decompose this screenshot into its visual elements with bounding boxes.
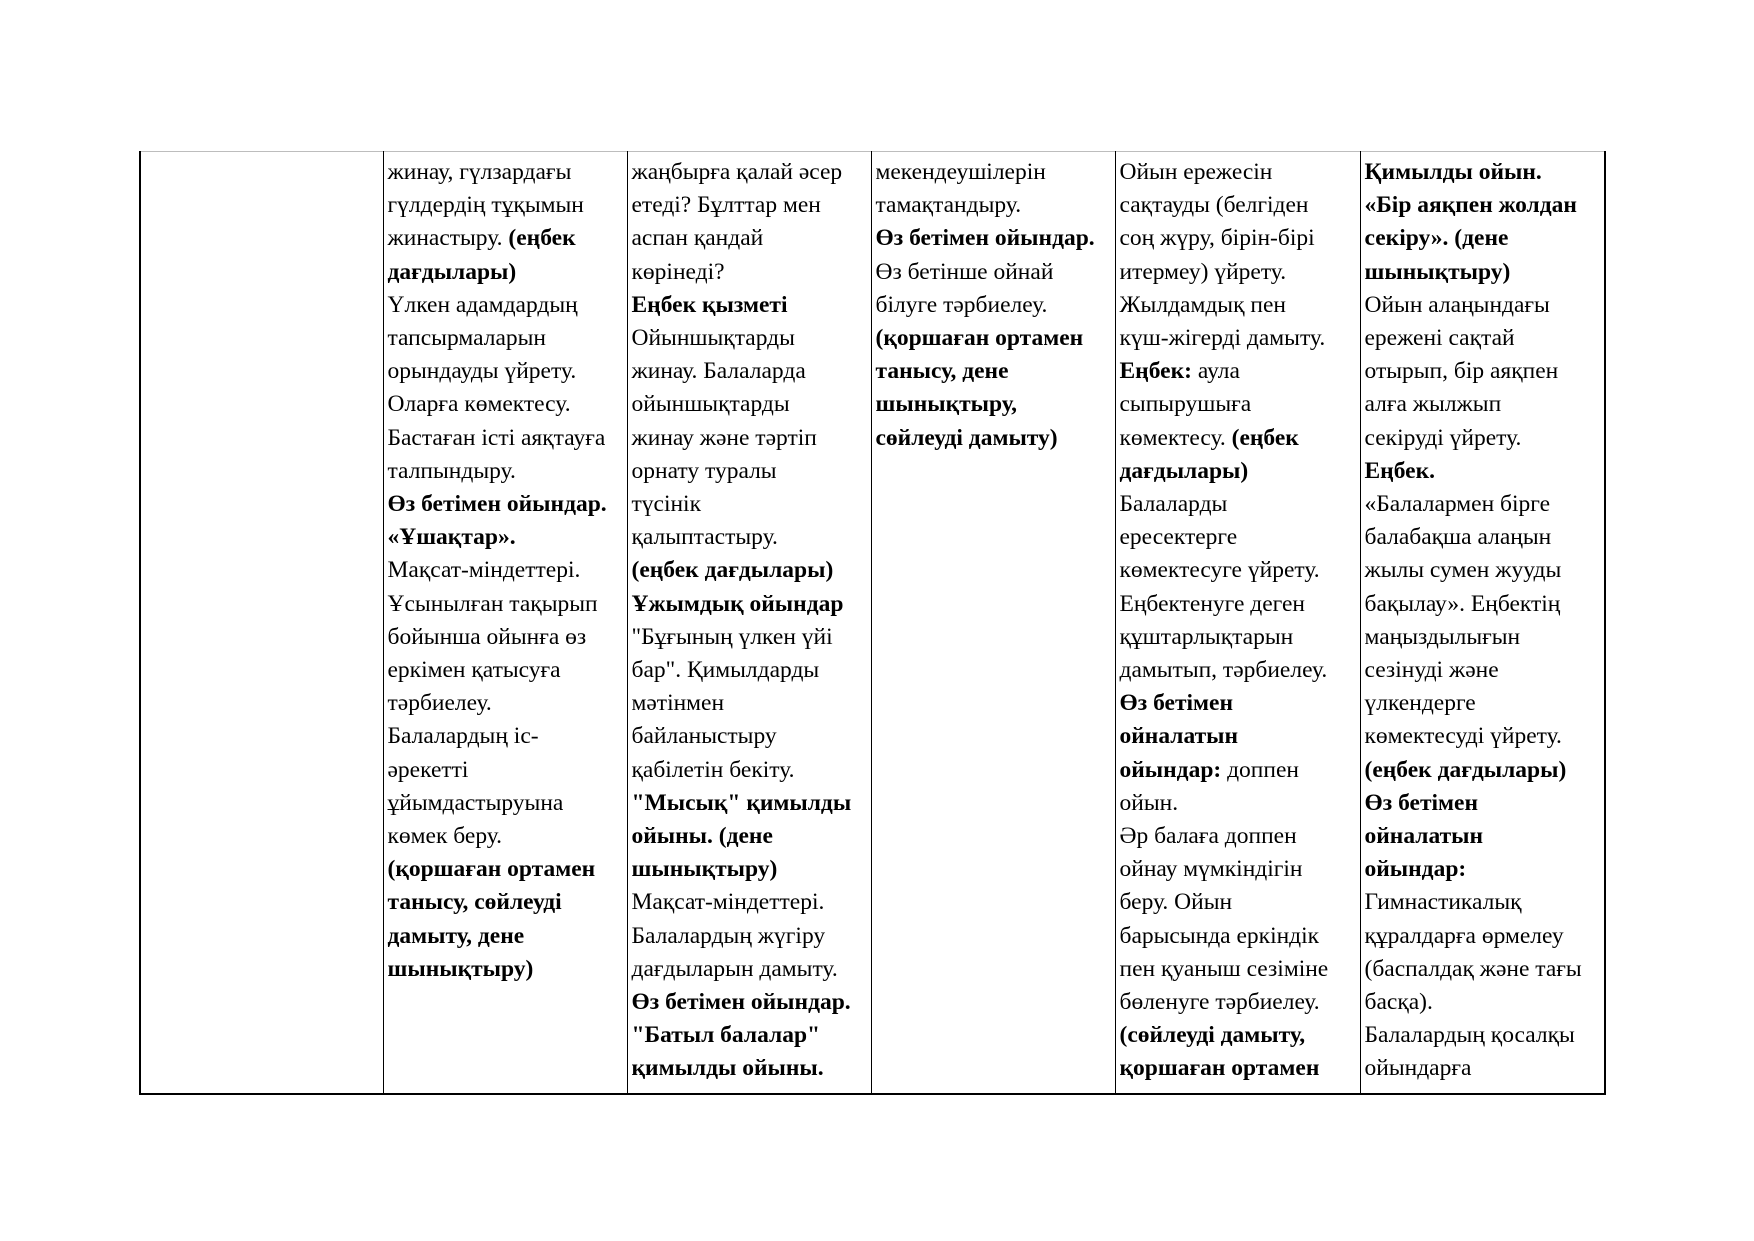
text-line — [1120, 953, 1357, 986]
text-run: еркімен қатысуға — [387, 657, 561, 684]
text-run: білуге тәрбиелеу. — [875, 291, 1048, 318]
text-line — [1365, 1052, 1602, 1085]
text-line — [632, 322, 868, 355]
text-line — [1365, 654, 1602, 687]
text-line — [1365, 256, 1602, 289]
bold-text-run: «Ұшақтар». — [387, 524, 516, 551]
text-run: алға жылжып — [1364, 391, 1502, 418]
bold-text-run: Өз бетімен ойындар. — [631, 989, 851, 1016]
text-line — [632, 355, 868, 388]
bold-text-run: дағдылары) — [387, 258, 517, 285]
text-line — [1365, 687, 1602, 720]
text-line — [388, 355, 624, 388]
table-cell — [1115, 152, 1360, 1095]
text-run: күш-жігерді дамыту. — [1119, 325, 1326, 352]
text-line — [632, 156, 868, 189]
text-run: сыпырушыға — [1119, 391, 1252, 418]
bold-text-run: танысу, дене — [875, 358, 1009, 385]
text-line — [1120, 521, 1357, 554]
text-line — [1120, 1019, 1357, 1052]
text-run: Балалардың жүгіру — [631, 922, 826, 949]
text-run: жинау және тәртіп — [631, 424, 817, 451]
text-line — [632, 920, 868, 953]
text-line — [876, 422, 1112, 455]
text-line — [1365, 886, 1602, 919]
table-cell — [627, 152, 871, 1095]
text-line — [632, 488, 868, 521]
text-run: итермеу) үйрету. — [1119, 258, 1287, 285]
text-line — [388, 554, 624, 587]
text-line — [388, 521, 624, 554]
text-line — [1120, 388, 1357, 421]
text-line — [1120, 986, 1357, 1019]
text-run: етеді? Бұлттар мен — [631, 192, 821, 219]
text-run: жинау, гүлзардағы — [387, 159, 572, 185]
text-line — [1120, 820, 1357, 853]
text-run: Жылдамдық пен — [1119, 291, 1286, 318]
text-line — [388, 687, 624, 720]
text-run: ойындарға — [1364, 1055, 1472, 1082]
text-run: мәтінмен — [631, 690, 725, 717]
text-run: жаңбырға қалай әсер — [631, 159, 843, 185]
bold-text-run: сөйлеуді дамыту) — [875, 424, 1058, 451]
text-run: Үлкен адамдардың — [387, 291, 578, 318]
text-line — [1120, 455, 1357, 488]
bold-text-run: "Батыл балалар" — [631, 1022, 821, 1049]
text-line — [1365, 488, 1602, 521]
text-run: жинастыру. — [387, 225, 509, 252]
text-line — [1120, 222, 1357, 255]
text-line — [632, 1019, 868, 1052]
text-line — [632, 289, 868, 322]
bold-text-run: Еңбек. — [1364, 457, 1435, 484]
text-run: Әр балаға доппен — [1119, 823, 1297, 850]
text-line — [1365, 554, 1602, 587]
text-run: Балалардың іс- — [387, 723, 539, 750]
text-run: Ұсынылған тақырып — [387, 590, 598, 617]
text-run: дамытып, тәрбиелеу. — [1119, 657, 1328, 684]
text-line — [1120, 886, 1357, 919]
text-line — [1120, 156, 1357, 189]
text-run: жылы сумен жууды — [1364, 557, 1562, 584]
text-line — [1365, 521, 1602, 554]
text-line — [632, 720, 868, 753]
text-line — [1120, 787, 1357, 820]
text-line — [388, 754, 624, 787]
text-line — [388, 886, 624, 919]
text-line — [1120, 654, 1357, 687]
bold-text-run: ойындар: — [1119, 756, 1222, 783]
text-run: соң жүру, бірін-бірі — [1119, 225, 1315, 252]
text-line — [1120, 588, 1357, 621]
table-cell — [1360, 152, 1605, 1095]
text-run: орындауды үйрету. — [387, 358, 577, 385]
bold-text-run: ойналатын — [1119, 723, 1239, 750]
text-run: ережені сақтай — [1364, 325, 1515, 352]
text-run: бойынша ойынға өз — [387, 623, 587, 650]
text-run: сезінуді және — [1364, 657, 1499, 684]
bold-text-run: шынықтыру) — [387, 955, 534, 982]
text-run: Ойын алаңындағы — [1364, 291, 1550, 318]
text-run: ойнау мүмкіндігін — [1119, 856, 1303, 883]
text-line — [388, 621, 624, 654]
text-line — [876, 289, 1112, 322]
text-run: дағдыларын дамыту. — [631, 955, 838, 982]
table-cell — [140, 152, 383, 1095]
text-run: "Бұғының үлкен үйі — [631, 623, 833, 650]
text-run: Балаларды — [1119, 491, 1228, 518]
text-line — [632, 588, 868, 621]
text-line — [632, 256, 868, 289]
activity-plan-table — [139, 151, 1606, 1095]
text-run: аспан қандай — [631, 225, 764, 252]
bold-text-run: (еңбек дағдылары) — [631, 557, 834, 584]
text-line — [632, 1052, 868, 1085]
text-run: Өз бетінше ойнай — [875, 258, 1054, 285]
text-line — [388, 322, 624, 355]
text-line — [632, 388, 868, 421]
text-line — [1120, 422, 1357, 455]
text-run: Ойыншықтарды — [631, 325, 795, 352]
text-run: орнату туралы — [631, 457, 777, 484]
text-run: тапсырмаларын — [387, 325, 546, 352]
bold-text-run: ойналатын — [1364, 823, 1484, 850]
text-line — [388, 820, 624, 853]
text-line — [1365, 156, 1602, 189]
text-line — [632, 621, 868, 654]
bold-text-run: дамыту, дене — [387, 922, 525, 949]
text-run: балабақша алаңын — [1364, 524, 1552, 551]
text-line — [632, 986, 868, 1019]
text-line — [388, 388, 624, 421]
text-line — [632, 886, 868, 919]
text-line — [388, 222, 624, 255]
text-line — [1120, 621, 1357, 654]
text-run: көмектесу. — [1119, 424, 1232, 451]
bold-text-run: (сөйлеуді дамыту, — [1119, 1022, 1306, 1049]
table-row — [140, 152, 1605, 1095]
text-run: Балалардың қосалқы — [1364, 1022, 1575, 1049]
text-line — [1365, 787, 1602, 820]
bold-text-run: шынықтыру) — [1364, 258, 1511, 285]
text-run: сақтауды (белгіден — [1119, 192, 1309, 219]
text-run: көмектесуге үйрету. — [1119, 557, 1320, 584]
text-line — [388, 853, 624, 886]
text-run: Еңбектенуге деген — [1119, 590, 1305, 617]
text-run: көмек беру. — [387, 823, 503, 850]
text-run: талпындыру. — [387, 457, 516, 484]
text-line — [1365, 388, 1602, 421]
text-run: ойыншықтарды — [631, 391, 790, 418]
text-line — [388, 488, 624, 521]
text-run: доппен — [1221, 756, 1299, 783]
text-line — [388, 156, 624, 189]
text-line — [1120, 554, 1357, 587]
text-run: (баспалдақ және тағы — [1364, 955, 1582, 982]
text-run: секіруді үйрету. — [1364, 424, 1522, 451]
text-line — [632, 953, 868, 986]
text-run: басқа). — [1364, 989, 1433, 1016]
bold-text-run: Қимылды ойын. — [1364, 159, 1542, 185]
bold-text-run: қимылды ойыны. — [631, 1055, 824, 1082]
text-line — [1120, 488, 1357, 521]
text-line — [1120, 1052, 1357, 1085]
text-line — [388, 422, 624, 455]
text-line — [1120, 920, 1357, 953]
text-run: беру. Ойын — [1119, 889, 1233, 916]
bold-text-run: танысу, сөйлеуді — [387, 889, 562, 916]
text-line — [632, 820, 868, 853]
text-run: Оларға көмектесу. — [387, 391, 571, 418]
text-line — [1120, 189, 1357, 222]
text-line — [1365, 355, 1602, 388]
text-line — [1120, 687, 1357, 720]
text-run: құралдарға өрмелеу — [1364, 922, 1564, 949]
text-line — [632, 654, 868, 687]
text-line — [1120, 322, 1357, 355]
text-run: қабілетін бекіту. — [631, 756, 795, 783]
text-line — [388, 787, 624, 820]
text-line — [632, 455, 868, 488]
text-run: ұйымдастыруына — [387, 789, 564, 816]
bold-text-run: Еңбек: — [1119, 358, 1192, 385]
text-line — [876, 322, 1112, 355]
text-line — [1120, 754, 1357, 787]
text-run: бөленуге тәрбиелеу. — [1119, 989, 1320, 1016]
text-run: «Балалармен бірге — [1364, 491, 1551, 518]
text-run: аула — [1191, 358, 1240, 385]
text-run: құштарлықтарын — [1119, 623, 1294, 650]
text-run: Ойын ережесін — [1119, 159, 1273, 185]
text-line — [876, 388, 1112, 421]
text-line — [388, 720, 624, 753]
text-line — [388, 588, 624, 621]
text-run: түсінік — [631, 491, 702, 518]
text-line — [1365, 189, 1602, 222]
text-line — [1365, 720, 1602, 753]
text-run: тамақтандыру. — [875, 192, 1022, 219]
bold-text-run: қоршаған ортамен — [1119, 1055, 1320, 1082]
bold-text-run: секіру». (дене — [1364, 225, 1509, 252]
text-line — [876, 256, 1112, 289]
bold-text-run: Өз бетімен ойындар. — [875, 225, 1095, 252]
text-line — [1365, 986, 1602, 1019]
bold-text-run: Өз бетімен — [1119, 690, 1234, 717]
bold-text-run: Ұжымдық ойындар — [631, 590, 844, 617]
text-run: мекендеушілерін — [875, 159, 1046, 185]
bold-text-run: Өз бетімен — [1364, 789, 1479, 816]
text-line — [388, 953, 624, 986]
text-line — [1365, 820, 1602, 853]
text-line — [632, 853, 868, 886]
text-run: үлкендерге — [1364, 690, 1476, 717]
bold-text-run: ойындар: — [1364, 856, 1467, 883]
bold-text-run: (қоршаған ортамен — [387, 856, 596, 883]
text-line — [1365, 422, 1602, 455]
text-line — [1365, 853, 1602, 886]
text-run: байланыстыру — [631, 723, 777, 750]
text-line — [1365, 1019, 1602, 1052]
bold-text-run: шынықтыру) — [631, 856, 778, 883]
text-run: барысында еркіндік — [1119, 922, 1320, 949]
bold-text-run: (еңбек — [1231, 424, 1299, 451]
text-run: отырып, бір аяқпен — [1364, 358, 1559, 385]
bold-text-run: (қоршаған ортамен — [875, 325, 1084, 352]
text-line — [632, 222, 868, 255]
text-line — [1365, 289, 1602, 322]
text-line — [876, 156, 1112, 189]
text-line — [1365, 222, 1602, 255]
text-run: маңыздылығын — [1364, 623, 1521, 650]
text-line — [1365, 621, 1602, 654]
bold-text-run: Еңбек қызметі — [631, 291, 788, 318]
text-line — [388, 654, 624, 687]
text-line — [388, 920, 624, 953]
text-line — [1365, 920, 1602, 953]
text-run: ойын. — [1119, 789, 1179, 816]
table-cell — [871, 152, 1115, 1095]
bold-text-run: ойыны. (дене — [631, 823, 773, 850]
text-run: ересектерге — [1119, 524, 1238, 551]
text-line — [388, 189, 624, 222]
text-line — [1365, 953, 1602, 986]
text-run: Гимнастикалық — [1364, 889, 1522, 916]
text-line — [1365, 588, 1602, 621]
text-line — [632, 754, 868, 787]
text-run: бар". Қимылдарды — [631, 657, 820, 684]
text-run: әрекетті — [387, 756, 469, 783]
text-line — [1365, 322, 1602, 355]
text-run: Мақсат-міндеттері. — [631, 889, 825, 916]
bold-text-run: Өз бетімен ойындар. — [387, 491, 607, 518]
text-line — [1365, 754, 1602, 787]
text-run: көрінеді? — [631, 258, 725, 285]
text-line — [388, 455, 624, 488]
text-line — [876, 355, 1112, 388]
bold-text-run: (еңбек дағдылары) — [1364, 756, 1567, 783]
text-run: қалыптастыру. — [631, 524, 778, 551]
text-line — [632, 787, 868, 820]
bold-text-run: шынықтыру, — [875, 391, 1018, 418]
text-line — [632, 554, 868, 587]
text-line — [1120, 853, 1357, 886]
text-run: гүлдердің тұқымын — [387, 192, 584, 219]
text-line — [1120, 289, 1357, 322]
bold-text-run: дағдылары) — [1119, 457, 1249, 484]
text-run: бақылау». Еңбектің — [1364, 590, 1561, 617]
text-line — [876, 189, 1112, 222]
bold-text-run: (еңбек — [508, 225, 576, 252]
text-run: тәрбиелеу. — [387, 690, 492, 717]
text-run: Бастаған істі аяқтауға — [387, 424, 606, 451]
text-line — [876, 222, 1112, 255]
text-line — [632, 521, 868, 554]
bold-text-run: "Мысық" қимылды — [631, 789, 852, 816]
text-line — [1120, 355, 1357, 388]
table-cell — [383, 152, 627, 1095]
text-line — [388, 289, 624, 322]
text-run: жинау. Балаларда — [631, 358, 806, 385]
text-line — [388, 256, 624, 289]
text-line — [632, 687, 868, 720]
text-line — [632, 189, 868, 222]
text-line — [1365, 455, 1602, 488]
text-line — [632, 422, 868, 455]
text-run: Мақсат-міндеттері. — [387, 557, 581, 584]
text-run: көмектесуді үйрету. — [1364, 723, 1562, 750]
text-line — [1120, 720, 1357, 753]
text-line — [1120, 256, 1357, 289]
bold-text-run: «Бір аяқпен жолдан — [1364, 192, 1577, 219]
text-run: пен қуаныш сезіміне — [1119, 955, 1329, 982]
